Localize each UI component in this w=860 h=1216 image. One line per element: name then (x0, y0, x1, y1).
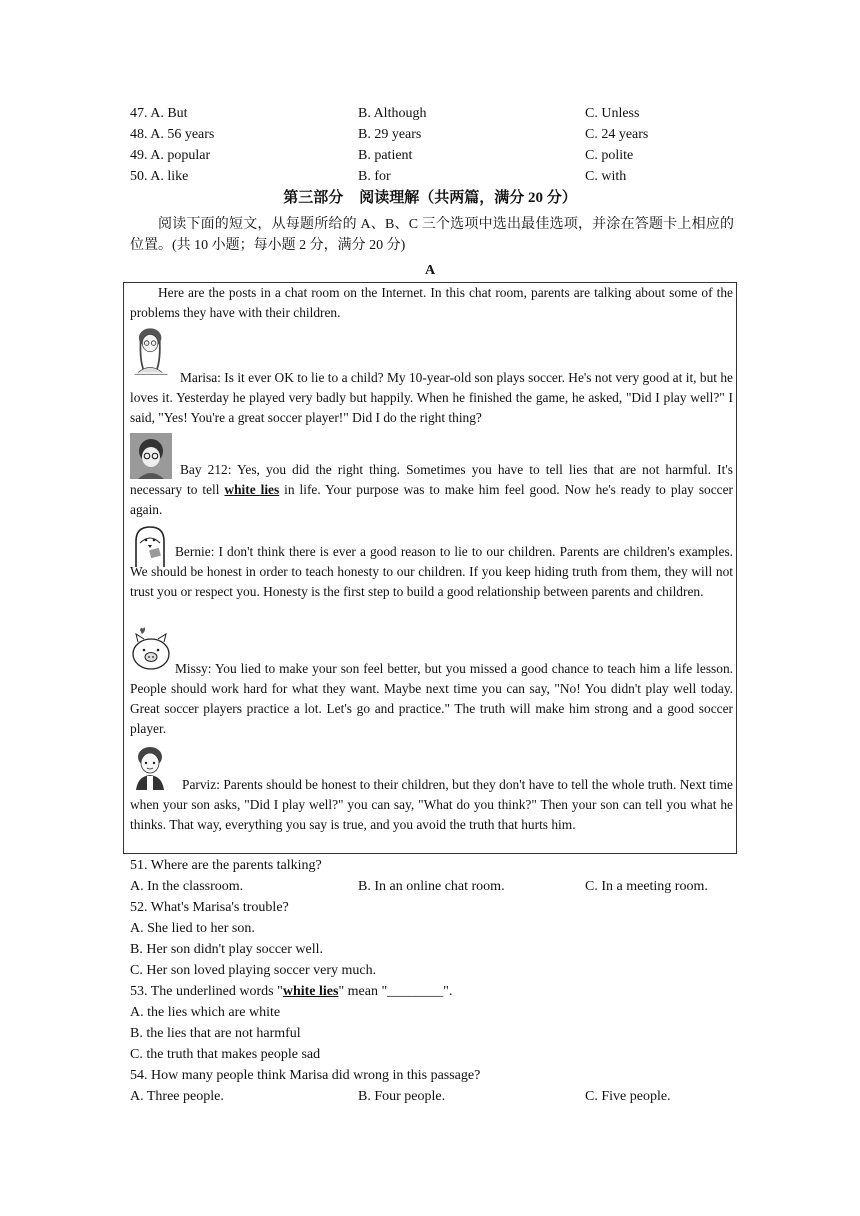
question-53-stem-end: " mean "________". (338, 984, 453, 999)
option-row-48 (130, 124, 740, 145)
option-a[interactable]: A. Three people. (130, 1089, 224, 1104)
option-a: 50. A. like (130, 169, 189, 184)
option-c: C. Unless (585, 106, 640, 121)
question-51-options (130, 876, 740, 897)
post-parviz-text: Parviz: Parents should be honest to their children, but they don't have to tell the whole truth. Next time when your son asks, "Did I play well?" you can say, "What do you think?" Then your son can tell you what he thinks. That way, everything you say is true, and you avoid the truth that hurts him. (130, 777, 733, 832)
post-bay212-text-after: in life. Your purpose was to make him feel good. Now he's ready to play soccer again. (130, 482, 734, 517)
option-row-47 (130, 103, 740, 124)
option-row-49 (130, 145, 740, 166)
question-53 (130, 981, 452, 1002)
option-b[interactable]: B. Four people. (358, 1089, 446, 1104)
question-52-option-b[interactable]: B. Her son didn't play soccer well. (130, 942, 324, 957)
question-53-stem: 53. The underlined words " (130, 984, 283, 999)
option-a: 49. A. popular (130, 148, 211, 163)
section-instructions: 阅读下面的短文，从每题所给的 A、B、C 三个选项中选出最佳选项，并涂在答题卡上相应的位置。(共 10 小题；每小题 2 分，满分 20 分) (130, 217, 734, 253)
option-c[interactable]: C. In a meeting room. (585, 879, 708, 894)
passage-label: A (424, 263, 436, 278)
question-52: 52. What's Marisa's trouble? (130, 900, 289, 915)
post-parviz (130, 775, 733, 835)
section-part: 第三部分 (283, 190, 344, 206)
option-a[interactable]: A. In the classroom. (130, 879, 244, 894)
option-b: B. Although (358, 106, 427, 121)
option-row-50 (130, 166, 740, 187)
question-53-underlined: white lies (282, 984, 339, 999)
option-b: B. 29 years (358, 127, 422, 142)
post-bernie-text: Bernie: I don't think there is ever a good reason to lie to our children. Parents are children's examples. We should be honest in order to teach honesty to our children. If you keep hiding truth from them, they will not trust you or respect you. Honesty is the first step to build a good relationship between parents and children. (130, 544, 733, 599)
option-c: C. 24 years (585, 127, 649, 142)
question-52-option-a[interactable]: A. She lied to her son. (130, 921, 255, 936)
question-54: 54. How many people think Marisa did wrong in this passage? (130, 1068, 481, 1083)
question-54-options (130, 1086, 740, 1107)
passage-intro: Here are the posts in a chat room on the Internet. In this chat room, parents are talking about some of the problems they have with their children. (130, 285, 733, 320)
post-bernie (130, 542, 733, 602)
section-title-text: 阅读理解（共两篇，满分 20 分） (359, 190, 577, 206)
question-51: 51. Where are the parents talking? (130, 858, 322, 873)
post-bay212-text-before: Bay 212: Yes, you did the right thing. Sometimes you have to tell lies that are not harmful. It's necessary to tell (130, 462, 733, 497)
question-53-option-b[interactable]: B. the lies that are not harmful (130, 1026, 301, 1041)
option-b: B. for (358, 169, 391, 184)
option-a: 48. A. 56 years (130, 127, 215, 142)
option-c: C. polite (585, 148, 634, 163)
option-a: 47. A. But (130, 106, 188, 121)
post-marisa (130, 368, 733, 428)
question-53-option-c[interactable]: C. the truth that makes people sad (130, 1047, 321, 1062)
post-marisa-text: Marisa: Is it ever OK to lie to a child? My 10-year-old son plays soccer. He's not very good at it, but he loves it. Yesterday he played very badly but happily. When he finished the game, he asked, "Did I play well?" I said, "Yes! You're a great soccer player!" Did I do the right thing? (130, 370, 733, 425)
option-b: B. patient (358, 148, 413, 163)
underlined-white-lies: white lies (224, 482, 280, 497)
option-c[interactable]: C. Five people. (585, 1089, 671, 1104)
section-heading (0, 187, 860, 209)
option-b[interactable]: B. In an online chat room. (358, 879, 505, 894)
post-missy (130, 659, 733, 739)
question-52-option-c[interactable]: C. Her son loved playing soccer very much. (130, 963, 377, 978)
post-bay212 (130, 460, 733, 520)
option-c: C. with (585, 169, 627, 184)
question-53-option-a[interactable]: A. the lies which are white (130, 1005, 281, 1020)
post-missy-text: Missy: You lied to make your son feel better, but you missed a good chance to teach him a life lesson. People should work hard for what they want. Maybe next time you can say, "No! You didn't play well today. Great soccer players practice a lot. Let's go and practice." The truth will make him strong and a good soccer player. (130, 661, 733, 736)
